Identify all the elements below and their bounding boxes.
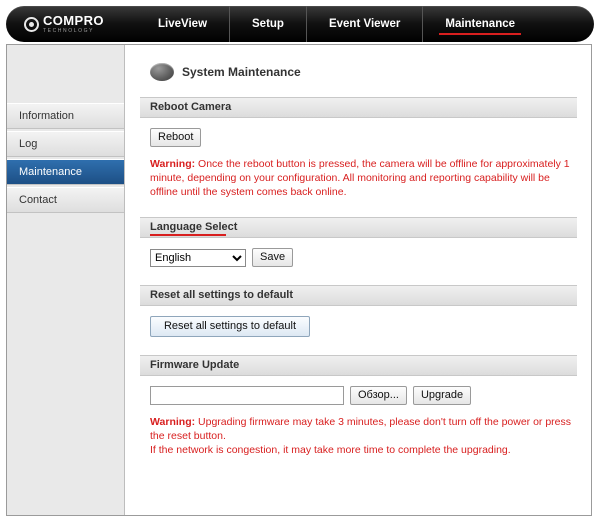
status-orb-icon: [150, 63, 174, 81]
top-navigation-bar: [6, 6, 594, 42]
section-header-language: Language Select: [140, 217, 577, 238]
brand-name: COMPRO: [43, 13, 104, 28]
section-header-reboot: Reboot Camera: [140, 97, 577, 118]
firmware-file-input[interactable]: [150, 386, 344, 405]
section-body-language: [140, 238, 577, 271]
firmware-warning: [150, 415, 577, 457]
reboot-warning-text: Once the reboot button is pressed, the camera will be offline for approximately 1 minute, depending on your configuration. All monitoring and reporting capability will be offline until the system comes back online.: [150, 158, 570, 198]
section-language-select: [140, 217, 577, 271]
firmware-warning-text2: If the network is congestion, it may take more time to complete the upgrading.: [150, 444, 511, 456]
section-body-reboot: [140, 118, 577, 203]
section-body-firmware: [140, 376, 577, 461]
sidebar: [7, 45, 125, 515]
section-header-reset: Reset all settings to default: [140, 285, 577, 306]
sidebar-item-log[interactable]: Log: [7, 131, 124, 157]
content-area: [126, 45, 591, 515]
section-reboot-camera: [140, 97, 577, 203]
firmware-upgrade-button[interactable]: Upgrade: [413, 386, 471, 405]
firmware-warning-lead: Warning:: [150, 416, 196, 428]
language-row: [150, 248, 577, 267]
section-reset-defaults: [140, 285, 577, 341]
nav-item-setup[interactable]: Setup: [229, 6, 306, 42]
page-title-text: System Maintenance: [182, 65, 301, 79]
reboot-warning-lead: Warning:: [150, 158, 196, 170]
sidebar-item-contact[interactable]: Contact: [7, 187, 124, 213]
firmware-browse-button[interactable]: Обзор...: [350, 386, 407, 405]
language-save-button[interactable]: Save: [252, 248, 293, 267]
brand-text: [43, 14, 104, 34]
reboot-warning: [150, 157, 577, 199]
section-header-firmware: Firmware Update: [140, 355, 577, 376]
sidebar-item-information[interactable]: Information: [7, 103, 124, 129]
page-title: [150, 63, 577, 81]
reboot-button[interactable]: Reboot: [150, 128, 201, 147]
nav-item-liveview[interactable]: LiveView: [158, 18, 208, 30]
main-frame: [6, 44, 592, 516]
firmware-warning-text: Upgrading firmware may take 3 minutes, please don't turn off the power or press the reset button.: [150, 416, 572, 442]
top-navigation-bar-inner: [6, 6, 594, 42]
nav-item-maintenance[interactable]: Maintenance: [422, 6, 537, 42]
firmware-row: [150, 386, 577, 405]
brand-tagline: TECHNOLOGY: [43, 28, 95, 34]
reset-defaults-button[interactable]: Reset all settings to default: [150, 316, 310, 337]
nav-item-event-viewer[interactable]: Event Viewer: [306, 6, 422, 42]
section-firmware-update: [140, 355, 577, 461]
language-select[interactable]: [150, 249, 246, 267]
compro-circle-logo-icon: [24, 17, 39, 32]
sidebar-item-maintenance[interactable]: Maintenance: [7, 159, 124, 185]
brand-logo: [24, 14, 104, 34]
section-body-reset: [140, 306, 577, 341]
nav-items: [136, 6, 537, 42]
